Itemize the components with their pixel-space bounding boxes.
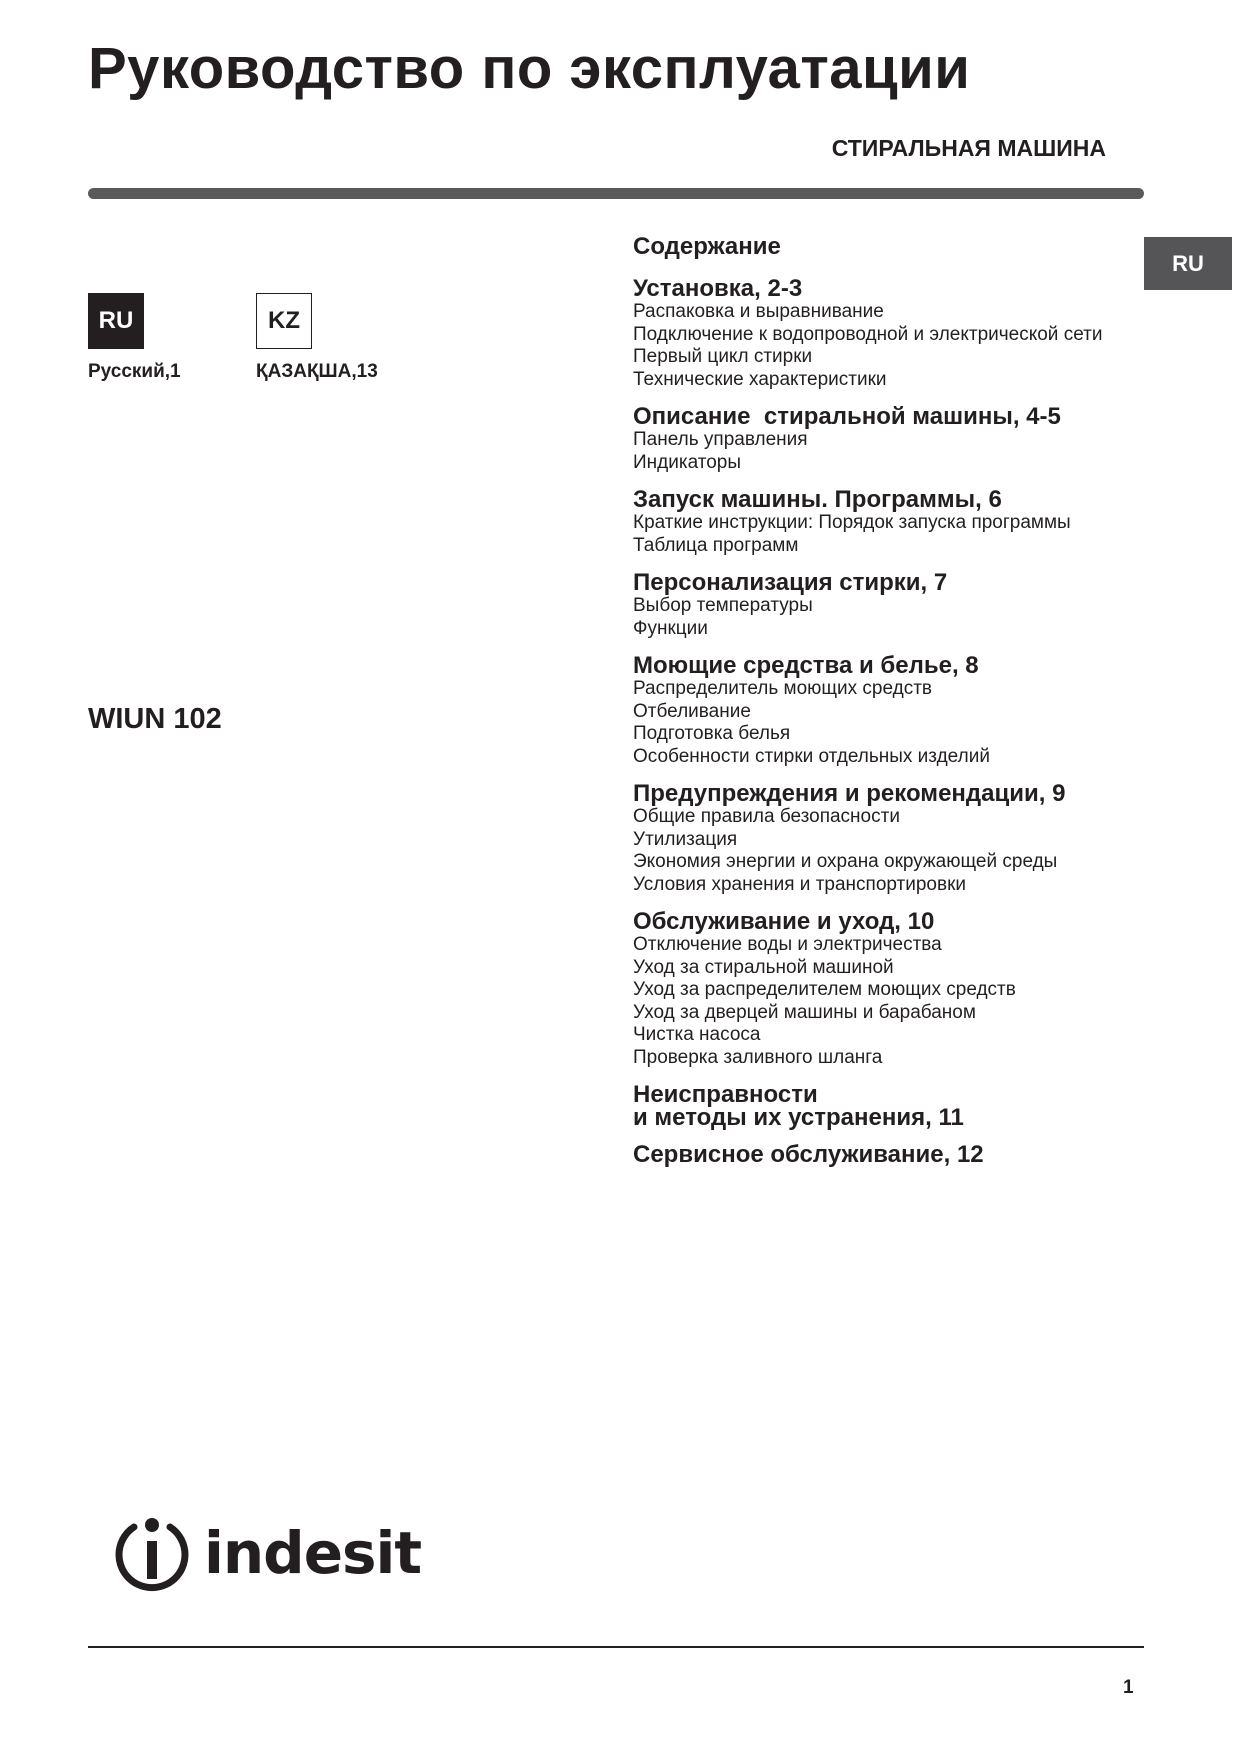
table-of-contents	[633, 233, 1153, 1180]
brand-name: indesit	[204, 1519, 422, 1587]
document-title: Руководство по эксплуатации	[88, 36, 971, 101]
toc-item: Индикаторы	[633, 451, 742, 473]
brand-logo	[110, 1513, 421, 1593]
toc-section-title: Сервисное обслуживание, 12	[633, 1141, 984, 1168]
toc-section-title: Запуск машины. Программы, 6	[633, 486, 1002, 513]
toc-item: Функции	[633, 617, 708, 639]
toc-section-title: Обслуживание и уход, 10	[633, 908, 935, 935]
language-badge-kz: KZ	[256, 293, 312, 349]
toc-item: Экономия энергии и охрана окружающей среды	[633, 851, 1058, 872]
footer-divider	[88, 1646, 1144, 1648]
toc-item: Распределитель моющих средств	[633, 678, 933, 699]
product-type: СТИРАЛЬНАЯ МАШИНА	[831, 135, 1106, 161]
toc-section	[633, 571, 1153, 640]
toc-section-title: Моющие средства и белье, 8	[633, 652, 979, 679]
toc-item: Отключение воды и электричества	[633, 934, 942, 955]
toc-item: Отбеливание	[633, 700, 751, 722]
toc-item: Первый цикл стирки	[633, 346, 813, 367]
toc-item: Чистка насоса	[633, 1024, 761, 1045]
toc-section-title: Установка, 2-3	[633, 275, 803, 302]
toc-section	[633, 405, 1153, 474]
toc-item: Уход за распределителем моющих средств	[633, 979, 1016, 1000]
toc-item: Условия хранения и транспортировки	[633, 873, 967, 895]
toc-item: Общие правила безопасности	[633, 806, 900, 827]
language-label-kz: ҚАЗАҚША,13	[256, 361, 378, 382]
toc-heading: Содержание	[633, 233, 781, 260]
info-circle-icon	[110, 1513, 194, 1593]
toc-item: Утилизация	[633, 828, 738, 850]
toc-item: Таблица программ	[633, 534, 799, 556]
toc-item: Уход за стиральной машиной	[633, 956, 894, 978]
toc-item: Уход за дверцей машины и барабаном	[633, 1001, 976, 1023]
toc-item: Распаковка и выравнивание	[633, 301, 884, 322]
toc-section	[633, 654, 1153, 768]
model-number: WIUN 102	[88, 703, 222, 735]
toc-section-title: Предупреждения и рекомендации, 9	[633, 780, 1066, 807]
toc-section-title: Персонализация стирки, 7	[633, 569, 948, 596]
toc-section	[633, 1083, 1153, 1129]
toc-section-title: Описание стиральной машины, 4-5	[633, 403, 1061, 430]
language-tab-ru: RU	[1144, 237, 1232, 290]
page-number: 1	[1123, 1677, 1134, 1698]
toc-section	[633, 488, 1153, 557]
language-label-ru: Русский,1	[88, 361, 181, 382]
toc-item: Технические характеристики	[633, 368, 887, 390]
toc-item: Подготовка белья	[633, 723, 791, 744]
language-badge-ru: RU	[88, 293, 144, 349]
toc-item: Проверка заливного шланга	[633, 1046, 883, 1068]
toc-item: Подключение к водопроводной и электрической сети	[633, 323, 1103, 345]
toc-section	[633, 277, 1153, 391]
toc-section	[633, 782, 1153, 896]
header-divider	[88, 188, 1144, 199]
toc-section	[633, 910, 1153, 1069]
toc-item: Выбор температуры	[633, 595, 813, 616]
toc-section-title: Неисправности и методы их устранения, 11	[633, 1081, 964, 1131]
toc-item: Краткие инструкции: Порядок запуска программы	[633, 512, 1071, 533]
toc-item: Особенности стирки отдельных изделий	[633, 745, 990, 767]
toc-section	[633, 1143, 1153, 1166]
toc-item: Панель управления	[633, 429, 808, 450]
